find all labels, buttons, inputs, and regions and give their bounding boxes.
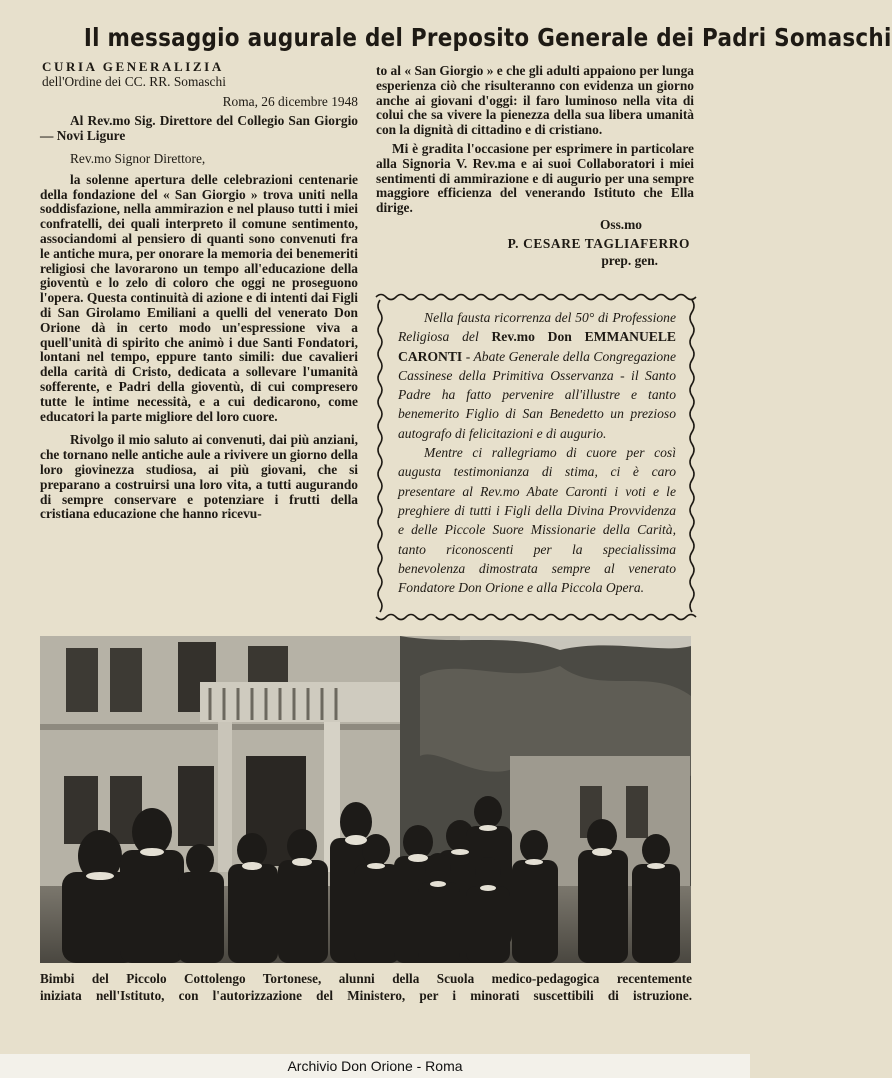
letter-date: Roma, 26 dicembre 1948 xyxy=(222,93,358,109)
caption-line-2: iniziata nell'Istituto, con l'autorizzazione del Ministero, per i minorati suscettibili di istruzione. xyxy=(40,988,692,1003)
letter-paragraph-3: Mi è gradita l'occasione per esprimere in particolare alla Signoria V. Rev.ma e ai suoi Collaboratori i miei sentimenti di ammirazione e di augurio per una sempre maggiore efficienza del venerando Istituto che Ella dirige. xyxy=(376,140,694,216)
notice-p1-before: Nella fausta ricorrenza del 50° di Professione Religiosa del xyxy=(398,310,676,345)
letter-closing: Oss.mo xyxy=(599,216,642,232)
notice-paragraph-2: Mentre ci rallegriamo di cuore per così augusta testimonianza di stima, ci è caro presentare al Rev.mo Abate Caronti i voti e le preghiere di tutti i Figli della Divina Provvidenza e delle Piccole Suore Missionarie della Carità, tanto riconoscenti per la specialissima benevolenza dimostrata sempre al venerato Fondatore Don Orione e alla Piccola Opera. xyxy=(398,445,676,596)
archive-footer: Archivio Don Orione - Roma xyxy=(0,1054,750,1078)
letter-greeting: Rev.mo Signor Direttore, xyxy=(70,150,206,166)
notice-paragraph-1 xyxy=(398,308,676,443)
notice-text xyxy=(398,308,676,597)
letter-addressee: Al Rev.mo Sig. Direttore del Collegio San Giorgio — Novi Ligure xyxy=(40,113,358,144)
wavy-border-bottom xyxy=(376,612,696,622)
wavy-border-top xyxy=(376,292,696,302)
letter-curia: CURIA GENERALIZIA xyxy=(42,59,224,74)
letter-left-column xyxy=(40,60,358,522)
caption-line-1: Bimbi del Piccolo Cottolengo Tortonese, alunni della Scuola medico-pedagogica recentemente xyxy=(40,971,692,986)
notice-box xyxy=(376,292,696,622)
letter-signer: P. CESARE TAGLIAFERRO xyxy=(507,235,690,251)
photo-illustration xyxy=(40,636,691,963)
wavy-border-left xyxy=(376,300,384,612)
photo-children-group xyxy=(40,636,691,963)
page-headline: Il messaggio augurale del Preposito Generale dei Padri Somaschi xyxy=(83,23,892,52)
letter-paragraph-2-start: Rivolgo il mio saluto ai convenuti, dai più anziani, che tornano nelle antiche aule a rivivere un giorno della loro giovinezza studiosa, ai più giovani, che si preparano a costruirsi una loro vita, a tutti augurando di sempre conservare e potenziare i frutti della cristiana educazione che hanno ricevu- xyxy=(40,432,358,522)
letter-paragraph-1: la solenne apertura delle celebrazioni centenarie della fondazione del « San Giorgio » trova uniti nella soddisfazione, nella ammirazion e nel plauso tutti i miei confratelli, dei quali interpreto il comune sentimento, associandomi al pensiero di quanti sono convenuti fra le antiche mura, per onorare la memoria dei benemeriti religiosi che lavorarono un tempo all'educazione della gioventù e lo zelo di coloro che oggi ne proseguono l'opera. Questa continuità di azione e di intenti dai Figli di San Girolamo Emiliani a quelli del venerato Don Orione dà in certo modo un'espressione viva a quell'unità di spirito che animò i due Santi Fondatori, lontani nel tempo, eppure tanto simili: due cavalieri della carità di Cristo, dedicata a sollevare l'umanità sofferente, e Padri della gioventù, di cui compresero tutte le intime necessità, e a cui dedicarono, come educatori la parte migliore del loro cuore. xyxy=(40,171,358,424)
letter-paragraph-2-end: to al « San Giorgio » e che gli adulti appaiono per lunga esperienza ciò che risulteranno con evidenza un giorno anche ai giovani d'oggi: il faro luminoso nella vita di colui che sa vivere la pienezza della sua libera umanità con la dignità di cittadino e di cristiano. xyxy=(376,63,694,138)
letter-signer-role: prep. gen. xyxy=(601,252,658,268)
letter-right-column xyxy=(376,64,694,268)
notice-p1-name: Rev.mo Don EMMANUELE CARONTI xyxy=(398,329,676,364)
wavy-border-right xyxy=(688,300,696,612)
photo-caption xyxy=(40,970,692,1004)
balcony xyxy=(200,682,400,722)
letter-order: dell'Ordine dei CC. RR. Somaschi xyxy=(42,73,226,89)
notice-p1-after: - Abate Generale della Congregazione Cassinese della Primitiva Osservanza - il Santo Padre ha fatto pervenire all'illustre e tanto benemerito Figlio di San Benedetto un prezioso autografo di felicitazioni e di augurio. xyxy=(398,348,676,441)
